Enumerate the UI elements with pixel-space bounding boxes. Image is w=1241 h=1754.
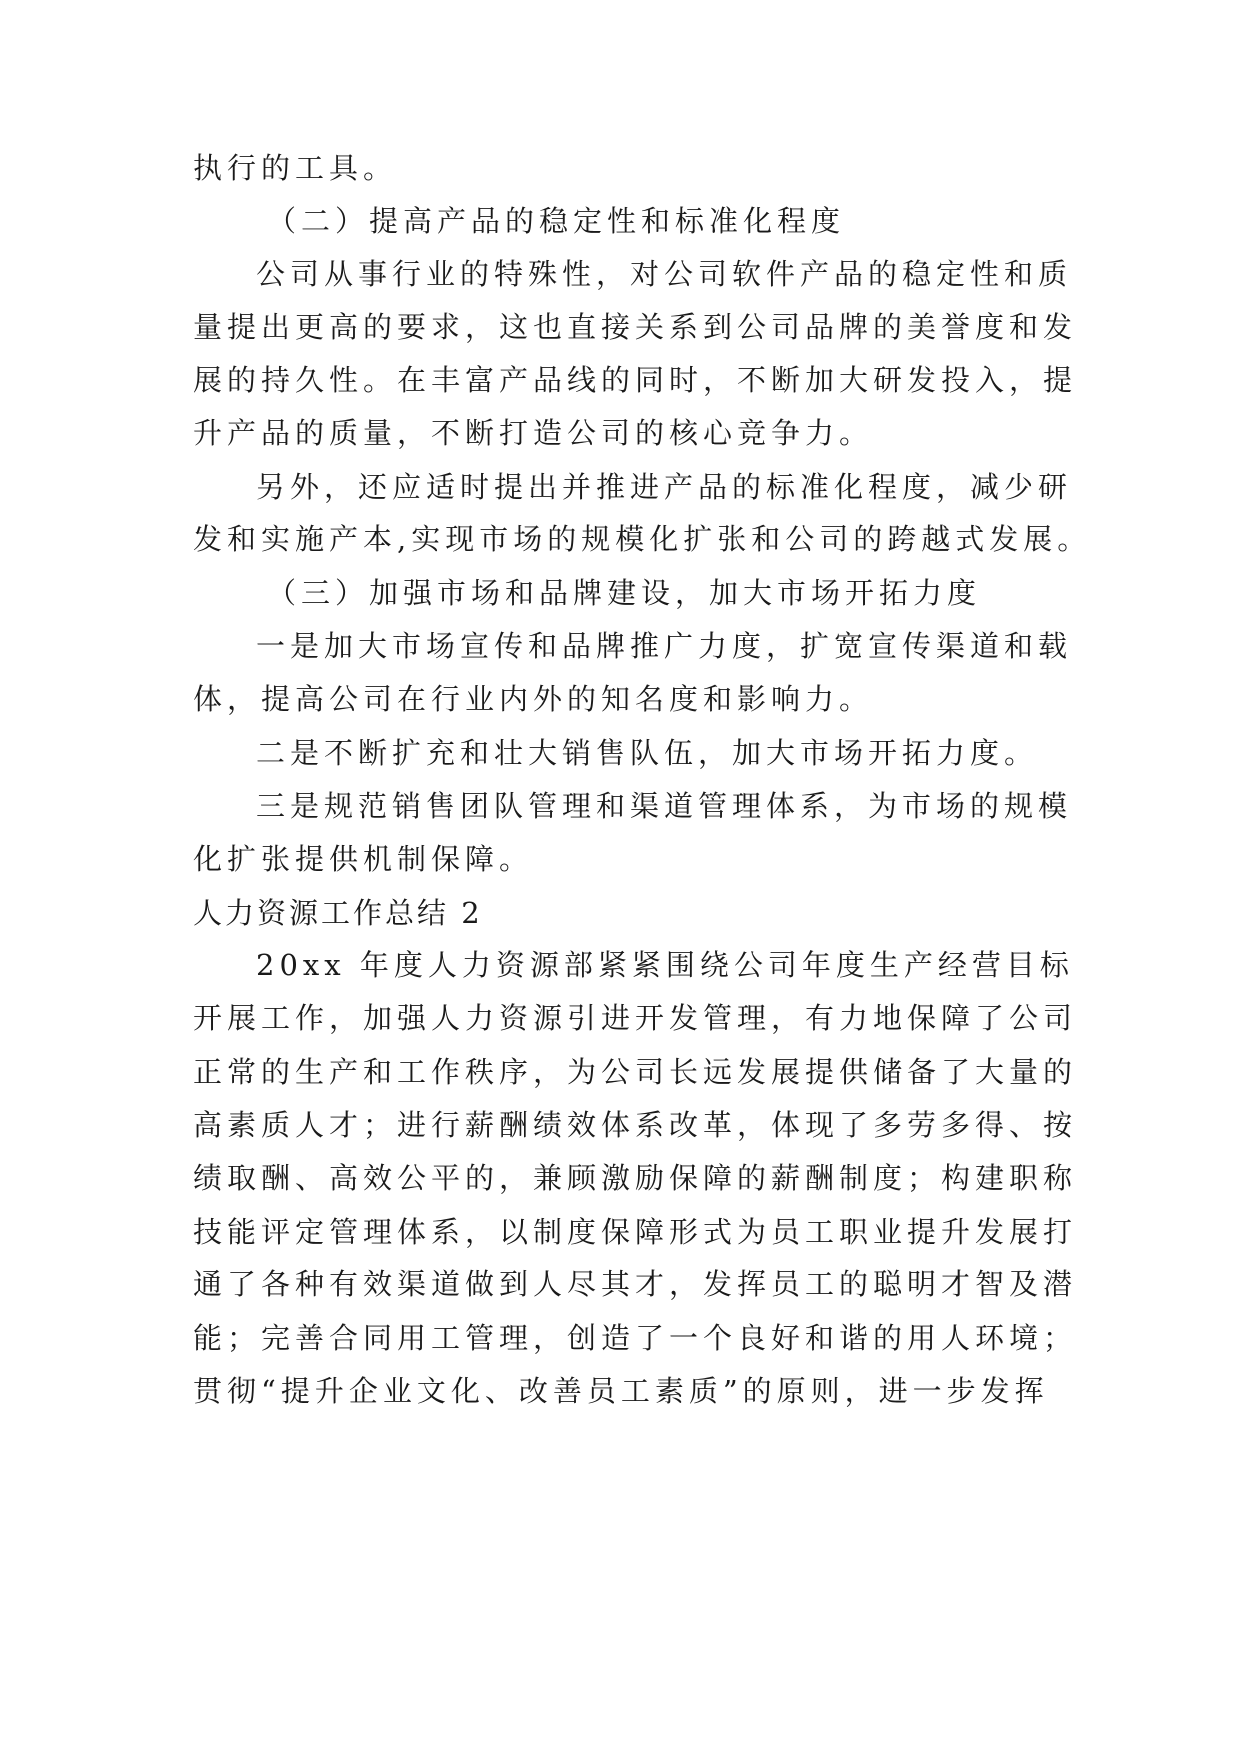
document-title: 人力资源工作总结 2: [193, 896, 483, 930]
section-heading-2: （二）提高产品的稳定性和标准化程度: [267, 204, 846, 238]
paragraph-line: 展的持久性。在丰富产品线的同时，不断加大研发投入，提: [193, 363, 1078, 397]
paragraph-line: 三是规范销售团队管理和渠道管理体系，为市场的规模: [256, 789, 1073, 823]
paragraph-line: 技能评定管理体系，以制度保障形式为员工职业提升发展打: [193, 1215, 1078, 1249]
paragraph-line: 发和实施产本,实现市场的规模化扩张和公司的跨越式发展。: [193, 522, 1092, 556]
paragraph-line: 绩取酬、高效公平的，兼顾激励保障的薪酬制度；构建职称: [193, 1161, 1078, 1195]
paragraph-line: 能；完善合同用工管理，创造了一个良好和谐的用人环境；: [193, 1321, 1078, 1355]
paragraph-line: 执行的工具。: [193, 151, 398, 185]
paragraph-line: 体，提高公司在行业内外的知名度和影响力。: [193, 682, 874, 716]
paragraph-line: 开展工作，加强人力资源引进开发管理，有力地保障了公司: [193, 1001, 1078, 1035]
paragraph-line: 公司从事行业的特殊性，对公司软件产品的稳定性和质: [256, 257, 1073, 291]
paragraph-line: 正常的生产和工作秩序，为公司长远发展提供储备了大量的: [193, 1055, 1078, 1089]
paragraph-line: 一是加大市场宣传和品牌推广力度，扩宽宣传渠道和载: [256, 629, 1073, 663]
paragraph-line: 量提出更高的要求，这也直接关系到公司品牌的美誉度和发: [193, 310, 1078, 344]
paragraph-line: 另外，还应适时提出并推进产品的标准化程度，减少研: [256, 470, 1073, 504]
paragraph-line: 二是不断扩充和壮大销售队伍，加大市场开拓力度。: [256, 736, 1039, 770]
paragraph-line: 高素质人才；进行薪酬绩效体系改革，体现了多劳多得、按: [193, 1108, 1078, 1142]
paragraph-line: 贯彻“提升企业文化、改善员工素质”的原则，进一步发挥: [193, 1374, 1049, 1408]
paragraph-line: 升产品的质量，不断打造公司的核心竞争力。: [193, 416, 874, 450]
paragraph-line: 通了各种有效渠道做到人尽其才，发挥员工的聪明才智及潜: [193, 1267, 1078, 1301]
paragraph-line: 20xx 年度人力资源部紧紧围绕公司年度生产经营目标: [256, 948, 1074, 982]
section-heading-3: （三）加强市场和品牌建设，加大市场开拓力度: [267, 576, 982, 610]
paragraph-line: 化扩张提供机制保障。: [193, 842, 534, 876]
